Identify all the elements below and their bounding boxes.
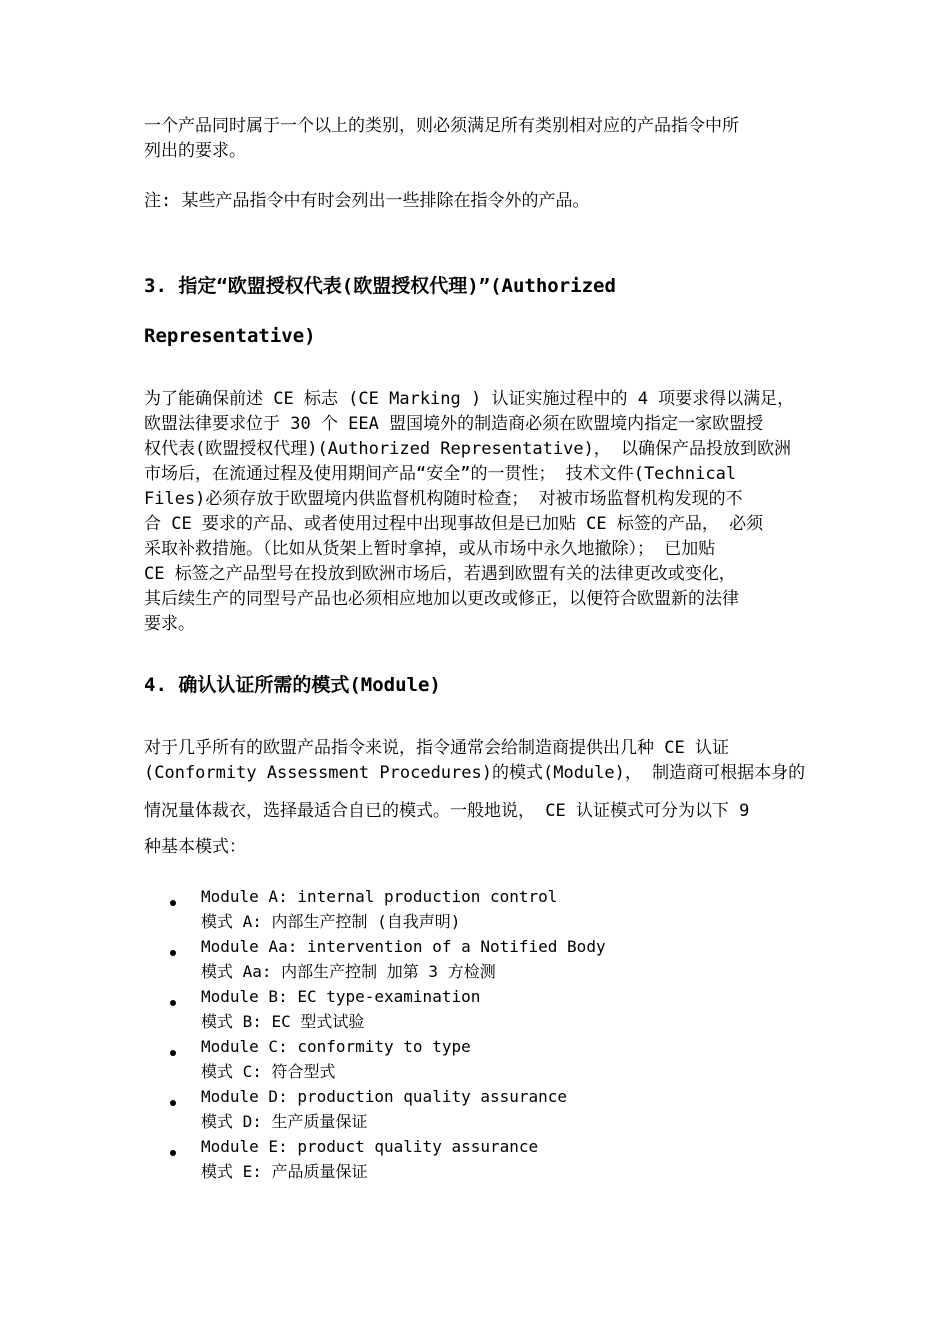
bullet-icon xyxy=(170,1000,176,1006)
module-english: Module B: EC type-examination xyxy=(201,987,481,1006)
module-english: Module A: internal production control xyxy=(201,887,558,906)
module-chinese: 模式 C: 符合型式 xyxy=(201,1062,336,1081)
intro-paragraph: 一个产品同时属于一个以上的类别，则必须满足所有类别相对应的产品指令中所 列出的要求。 xyxy=(144,116,739,161)
module-chinese: 模式 A: 内部生产控制 (自我声明) xyxy=(201,912,461,931)
module-english: Module E: product quality assurance xyxy=(201,1137,539,1156)
list-item-module-a xyxy=(170,884,790,934)
bullet-icon xyxy=(170,1100,176,1106)
module-english: Module Aa: intervention of a Notified Body xyxy=(201,937,606,956)
list-item-module-b xyxy=(170,984,790,1034)
authorized-representative-paragraph: 为了能确保前述 CE 标志 (CE Marking ) 认证实施过程中的 4 项要求得以满足， 欧盟法律要求位于 30 个 EEA 盟国境外的制造商必须在欧盟境内指定一家欧盟授 权代表(欧盟授权代理)(Authorized Representative)， 以确保产品投放到欧洲 市场后，在流通过程及使用期间产品“安全”的一贯性； 技术文件(Technical Files)必须存放于欧盟境内供监督机构随时检查； 对被市场监督机构发现的不 合 CE 要求的产品、或者使用过程中出现事故但是已加贴 CE 标签的产品， 必须 采取补救措施。（比如从货架上暂时拿掉，或从市场中永久地撤除）； 已加贴 CE 标签之产品型号在投放到欧洲市场后，若遇到欧盟有关的法律更改或变化， 其后续生产的同型号产品也必须相应地加以更改或修正，以便符合欧盟新的法律 要求。 xyxy=(144,389,795,634)
section-3-heading-continued: Representative) xyxy=(144,325,316,347)
module-chinese: 模式 Aa: 内部生产控制 加第 3 方检测 xyxy=(201,962,496,981)
module-chinese: 模式 B: EC 型式试验 xyxy=(201,1012,365,1031)
note-paragraph: 注: 某些产品指令中有时会列出一些排除在指令外的产品。 xyxy=(144,191,590,211)
module-list xyxy=(170,884,790,1184)
module-chinese: 模式 E: 产品质量保证 xyxy=(201,1162,368,1181)
bullet-icon xyxy=(170,900,176,906)
module-english: Module C: conformity to type xyxy=(201,1037,471,1056)
module-intro-paragraph-continued: 情况量体裁衣，选择最适合自已的模式。一般地说， CE 认证模式可分为以下 9 xyxy=(144,801,750,821)
module-intro-paragraph-end: 种基本模式： xyxy=(144,837,246,857)
section-3-heading: 3. 指定“欧盟授权代表(欧盟授权代理)”(Authorized xyxy=(144,275,616,297)
module-intro-paragraph: 对于几乎所有的欧盟产品指令来说，指令通常会给制造商提供出几种 CE 认证 (Conformity Assessment Procedures)的模式(Module)， 制造商可根据本身的 xyxy=(144,738,806,783)
list-item-module-d xyxy=(170,1084,790,1134)
list-item-module-c xyxy=(170,1034,790,1084)
module-chinese: 模式 D: 生产质量保证 xyxy=(201,1112,368,1131)
list-item-module-aa xyxy=(170,934,790,984)
bullet-icon xyxy=(170,950,176,956)
module-english: Module D: production quality assurance xyxy=(201,1087,568,1106)
section-4-heading: 4. 确认认证所需的模式(Module) xyxy=(144,674,441,696)
bullet-icon xyxy=(170,1150,176,1156)
list-item-module-e xyxy=(170,1134,790,1184)
bullet-icon xyxy=(170,1050,176,1056)
